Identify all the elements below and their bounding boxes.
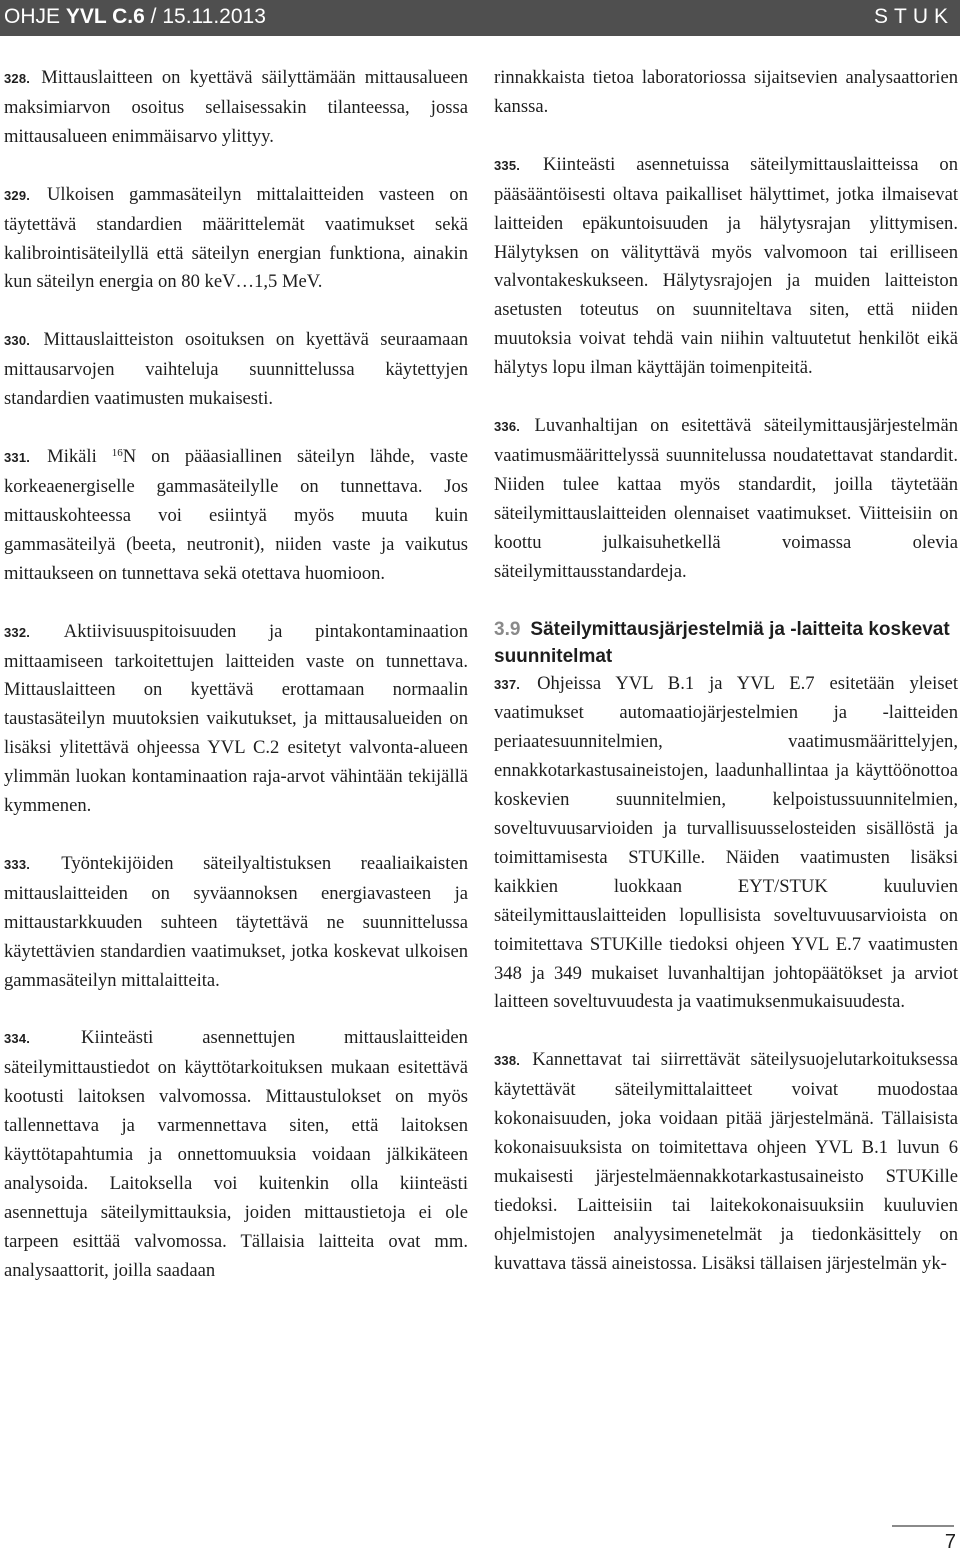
left-column xyxy=(4,64,468,1315)
paragraph-text: Ohjeissa YVL B.1 ja YVL E.7 esitetään yleiset vaatimukset automaatiojärjestelmien ja -laitteiden periaatesuunnitelmien, vaatimusmäärittelyjen, ennakkotarkastusaineistojen, laadunhallintaa ja käyttöönottoa koskevien suunnitelmien, kelpoistussuunnitelmien, soveltuvuusarvioiden ja turvallisuusselosteiden sisällöstä ja toimittamisesta STUKille. Näiden vaatimusten lisäksi kaikkien luokkaan EYT/STUK kuuluvien säteilymittauslaitteiden lopullisista soveltuvuusarvioista on toimitettava STUKille tiedoksi ohjeen YVL E.7 vaatimusten 348 ja 349 mukaiset luvanhaltijan johtopäätökset ja arviot laitteen soveltuvuudesta ja vaatimuksenmukaisuudesta. xyxy=(494,672,958,1013)
paragraph-331 xyxy=(4,443,468,589)
section-heading xyxy=(494,616,958,670)
paragraph-continuation: rinnakkaista tietoa laboratoriossa sijaitsevien analysaattorien kanssa. xyxy=(494,67,958,117)
right-column xyxy=(494,64,958,1308)
paragraph-number: 330. xyxy=(4,333,31,349)
paragraph-text: Ulkoisen gammasäteilyn mittalaitteiden vasteen on täytettävä standardien määrittelemät vaatimukset sekä kalibrointisäteilyllä että säteilyn energian funktiona, ainakin kun säteilyn energia on 80 keV…1,5 MeV. xyxy=(4,183,468,293)
paragraph-number: 336. xyxy=(494,419,521,435)
section-title: Säteilymittausjärjestelmiä ja -laitteita koskevat suunnitelmat xyxy=(494,618,950,667)
header-guide-code: YVL C.6 xyxy=(65,5,145,28)
paragraph-text: Kiinteästi asennettujen mittauslaitteiden säteilymittaustiedot on käyttötarkoituksen mukaan esitettävä kootusti laitoksen valvomossa. Mittaustulokset on myös tallennettava ja varmennettava siten, että laitoksen käyttötapahtumia ja onnettomuuksia voidaan jälkikäteen analysoida. Laitoksella voi kuitenkin olla kiinteästi asennettuja säteilymittauksia, joiden mittaustietoja ei ole tarpeen esittää valvomossa. Tällaisia laitteita ovat mm. analysaattorit, joilla saadaan xyxy=(4,1027,468,1281)
paragraph-334 xyxy=(4,1024,468,1285)
header-prefix: OHJE xyxy=(4,5,66,28)
paragraph-text: Luvanhaltijan on esitettävä säteilymittausjärjestelmän vaatimusmäärittelyssä suunnitelussa noudatettavat standardit. Niiden tulee kattaa myös standardit, joilla täytetään säteilymittauslaitteiden olennaiset vaatimukset. Viitteisiin on koottu julkaisuhetkellä voimassa olevia säteilymittausstandardeja. xyxy=(494,415,958,582)
paragraph-text: Mittauslaitteen on kyettävä säilyttämään mittausalueen maksimiarvon osoitus sellaisessakin tilanteessa, jossa mittausalueen enimmäisarvo ylittyy. xyxy=(4,67,468,147)
paragraph-number: 332. xyxy=(4,624,31,640)
header-publisher: STUK xyxy=(873,5,954,28)
paragraph-text: Kannettavat tai siirrettävät säteilysuojelutarkoituksessa käytettävät säteilymittalaitteet voivat muodostaa kokonaisuuden, joka voidaan pitää järjestelmänä. Tällaisista kokonaisuuksista on toimitettava ohjeen YVL B.1 luvun 6 mukaisesti järjestelmäennakkotarkastusaineisto STUKille tiedoksi. Laitteisiin tai laitekokonaisuuksiin kuuluvien ohjelmistojen analyysimenetelmät ja tiedonkäsittely on kuvattava tässä aineistossa. Lisäksi tällaisen järjestelmän yk- xyxy=(494,1049,958,1274)
paragraph-330 xyxy=(4,326,468,414)
paragraph-333 xyxy=(4,850,468,996)
page-number: 7 xyxy=(944,1531,956,1553)
isotope-superscript: 16 xyxy=(111,447,123,460)
paragraph-number: 334. xyxy=(4,1031,31,1047)
paragraph-329 xyxy=(4,181,468,298)
paragraph-336 xyxy=(494,412,958,586)
paragraph-text: Kiinteästi asennetuissa säteilymittauslaitteissa on pääsääntöisesti oltava paikalliset hälyttimet, jotka ilmaisevat laitteiden epäkuntoisuuden ja hälytysrajan ylittymisen. Hälytyksen on välityttävä myös valvomoon tai erilliseen valvontakeskukseen. Hälytysrajojen ja muiden laitteiston asetusten toteutus on suunniteltava siten, että niiden muutoksia voivat tehdä vain niihin valtuutetut henkilöt eikä hälytys lopu ilman käyttäjän toimenpiteitä. xyxy=(494,153,958,379)
paragraph-335 xyxy=(494,151,958,383)
paragraph-number: 337. xyxy=(494,676,521,692)
paragraph-number: 328. xyxy=(4,71,31,86)
paragraph-328 xyxy=(4,64,468,152)
paragraph-text: Aktiivisuuspitoisuuden ja pintakontaminaation mittaamiseen tarkoitettujen laitteiden vaste on tunnettava. Mittauslaitteen on kyettävä erottamaan normaalin taustasäteilyn muutoksien vaikutukset, ja mittausalueiden on lisäksi ylitettävä ohjeessa YVL C.2 esitetyt valvonta-alueen ylimmän luokan kontaminaation raja-arvot vähintään tekijällä kymmenen. xyxy=(4,620,468,817)
paragraph-338 xyxy=(494,1046,958,1278)
section-number: 3.9 xyxy=(494,618,521,640)
page-header xyxy=(0,0,960,36)
paragraph-number: 333. xyxy=(4,856,31,872)
paragraph-text-end: N on pääasiallinen säteilyn lähde, vaste korkeaenergiselle gammasäteilylle on tunnettava. Jos mittauskohteessa voi esiintyä myös muuta kuin gammasäteilyä (beeta, neutronit), niiden vaste ja vaikutus mittaukseen on tunnettava sekä otettava huomioon. xyxy=(4,446,468,584)
page-number-rule xyxy=(892,1525,954,1527)
paragraph-332 xyxy=(4,618,468,821)
paragraph-337 xyxy=(494,670,958,1018)
paragraph-number: 335. xyxy=(494,157,521,173)
paragraph-text: Työntekijöiden säteilyaltistuksen reaaliaikaisten mittauslaitteiden on syväannoksen energiavasteen ja mittaustarkkuuden suhteen täytettävä ne suunnittelussa käytettävien standardien vaatimukset, jotka koskevat ulkoisen gammasäteilyn mittalaitteita. xyxy=(4,852,468,991)
paragraph-text: Mittauslaitteiston osoituksen on kyettävä seuraamaan mittausarvojen vaihteluja suunnittelussa käytettyjen standardien vaatimusten mukaisesti. xyxy=(4,329,468,410)
paragraph-number: 338. xyxy=(494,1053,521,1069)
paragraph-number: 331. xyxy=(4,450,31,466)
paragraph-text-start: Mikäli xyxy=(47,446,112,468)
paragraph-number: 329. xyxy=(4,187,31,203)
header-guide-label xyxy=(4,4,266,30)
header-date: / 15.11.2013 xyxy=(144,5,266,28)
